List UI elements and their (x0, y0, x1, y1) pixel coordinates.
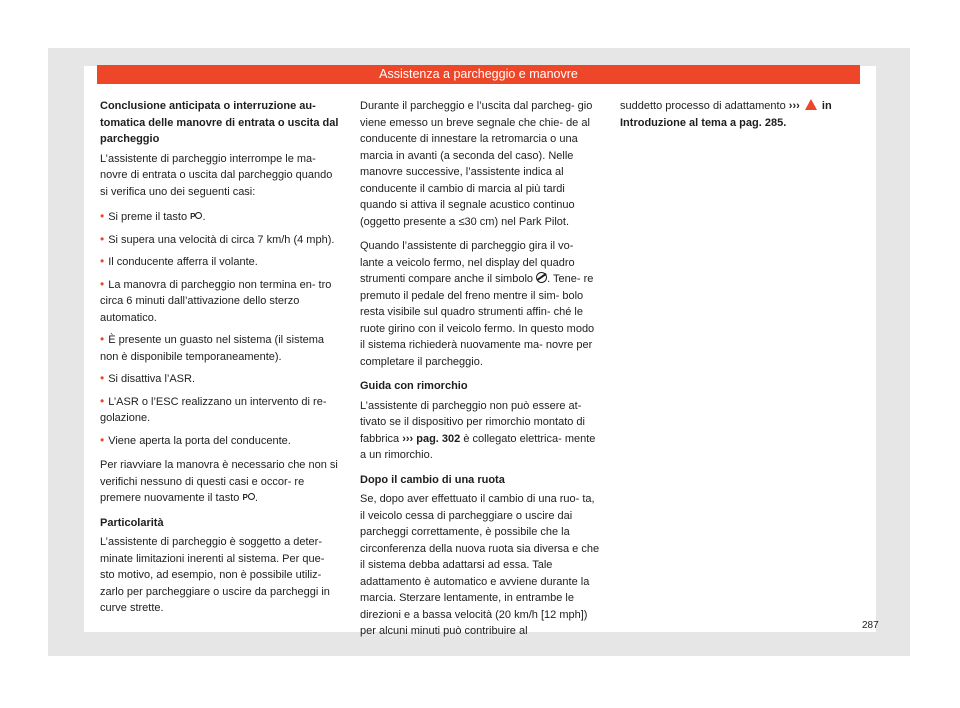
restart-paragraph: Per riavviare la manovra è necessario che non si verifichi nessuno di questi casi e occor- re premere nuovamente il tasto P . (100, 459, 338, 504)
page-number: 287 (862, 620, 879, 631)
heading-trailer: Guida con rimorchio (360, 380, 468, 392)
heading-particolarita: Particolarità (100, 516, 164, 529)
steering-symbol-paragraph: Quando l’assistente di parcheggio gira il vo- lante a veicolo fermo, nel display del quadro strumenti compare anche il simbolo . Tene- re premuto il pedale del freno mentre il sim- bolo resta visibile sul quadro strumenti affin- ché le ruote girino con il veicolo fermo. In questo modo il sistema richiederà nuovamente ma- novre per completare il parcheggio. (360, 240, 595, 368)
column-1 (100, 98, 340, 625)
list-item: • La manovra di parcheggio non termina en- tro circa 6 minuti dall’attivazione dello sterzo automatico. (100, 276, 332, 324)
wheel-change-paragraph: Se, dopo aver effettuato il cambio di una ruo- ta, il veicolo cessa di parcheggiare o uscire dai parcheggi correttamente, è possibile che la circonferenza della nuova ruota sia diversa e che il sistema debba adattarsi ad essa. Tale adattamento è automatico e avviene durante la marcia. Sterzare lentamente, in entrambe le direzioni e a bassa velocità (20 km/h [12 mph]) per alcuni minuti può contribuire al (360, 493, 600, 637)
section-title: Assistenza a parcheggio e manovre (379, 67, 578, 81)
warning-triangle-icon (805, 99, 817, 110)
list-item: • Si supera una velocità di circa 7 km/h (4 mph). (100, 231, 335, 246)
list-item: • È presente un guasto nel sistema (il sistema non è disponibile temporaneamente). (100, 332, 325, 363)
intro-page-reference-link[interactable]: in Introduzione al tema a pag. 285 (620, 100, 832, 129)
list-item: • L’ASR o l’ESC realizzano un intervento di re- golazione. (100, 393, 327, 424)
list-item: • Si preme il tasto P . (100, 209, 206, 223)
column-3 (620, 98, 860, 139)
page-reference-link[interactable]: ››› pag. 302 (402, 432, 461, 445)
intro-paragraph: L’assistente di parcheggio interrompe le ma- novre di entrata o uscita dal parcheggio quando si verifica uno dei seguenti casi: (100, 152, 333, 198)
list-item: • Il conducente afferra il volante. (100, 254, 258, 268)
heading-early-termination: Conclusione anticipata o interruzione au- tomatica delle manovre di entrata o uscita dal parcheggio (100, 100, 339, 145)
list-item: • Si disattiva l’ASR. (100, 371, 196, 385)
column-2 (360, 98, 600, 648)
heading-wheel-change: Dopo il cambio di una ruota (360, 473, 505, 486)
section-header (97, 65, 860, 84)
list-item: • Viene aperta la porta del conducente. (100, 432, 291, 447)
steering-wheel-icon (536, 272, 547, 283)
park-assist-button-icon: P (190, 212, 202, 222)
gear-signal-paragraph: Durante il parcheggio e l’uscita dal parcheg- gio viene emesso un breve segnale che chie- de al conducente di innestare la retromarcia o una marcia in avanti (a seconda del caso). Nelle manovre successive, l’assistente indica al conducente il cambio di marcia al più tardi quando si attiva il segnale acustico continuo (oggetto presente a ≤30 cm) nel Park Pilot. (360, 100, 593, 228)
park-assist-button-icon: P (242, 493, 254, 503)
termination-cases-list (100, 208, 340, 449)
particolarita-paragraph: L’assistente di parcheggio è soggetto a deter- minate limitazioni inerenti al sistema. Per que- sto motivo, ad esempio, non è possibile utiliz- zarlo per parcheggiare o uscire da parcheggi in curve strette. (100, 536, 330, 614)
reference-arrow: ››› (788, 100, 800, 112)
trailer-paragraph: L’assistente di parcheggio non può essere at- tivato se il dispositivo per rimorchio montato di fabbrica ››› pag. 302 è collegato elettrica- mente a un rimorchio. (360, 399, 596, 461)
adaptation-paragraph: suddetto processo di adattamento ››› in Introduzione al tema a pag. 285. (620, 100, 832, 129)
